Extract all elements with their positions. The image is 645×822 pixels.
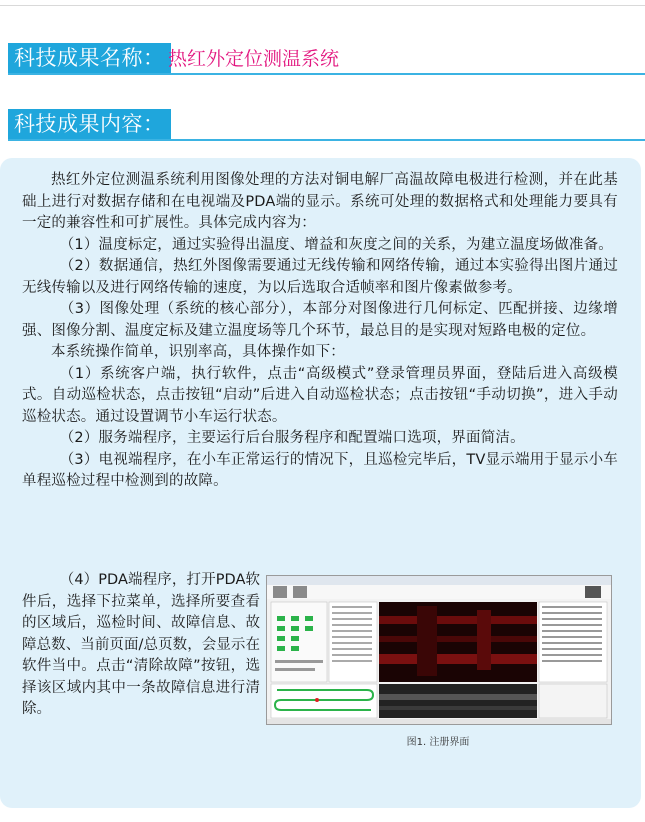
pda-paragraph <box>22 570 260 721</box>
figure-caption: 图1. 注册界面 <box>406 737 470 748</box>
paragraph: （2）数据通信，热红外图像需要通过无线传输和网络传输，通过本实验得出图片通过无线传输以及进行网络传输的速度，为以后选取合适帧率和图片像素做参考。 <box>22 258 618 296</box>
decor-dots <box>64 102 85 108</box>
paragraph: 热红外定位测温系统利用图像处理的方法对铜电解厂高温故障电极进行检测，并在此基础上进行对数据存储和在电视端及PDA端的显示。系统可处理的数据格式和处理能力要具有一定的兼容性和可扩展性。具体完成内容为： <box>22 172 618 231</box>
screenshot-graphic <box>267 576 611 724</box>
paragraph: 本系统操作简单，识别率高，具体操作如下： <box>51 344 345 360</box>
paragraph: （1）温度标定，通过实验得出温度、增益和灰度之间的关系，为建立温度场做准备。 <box>59 236 614 253</box>
section-heading-name <box>0 36 645 78</box>
section-label: 科技成果名称： <box>8 43 171 73</box>
software-screenshot <box>266 575 612 725</box>
section-label: 科技成果内容： <box>8 109 171 139</box>
decor-dots <box>64 36 85 42</box>
top-divider <box>0 5 645 6</box>
heading-rule <box>8 139 645 141</box>
paragraph: （2）服务端程序，主要运行后台服务程序和配置端口选项，界面简洁。 <box>59 430 525 446</box>
body-text <box>22 170 618 493</box>
heading-rule <box>8 73 645 75</box>
achievement-title: 热红外定位测温系统 <box>168 48 340 70</box>
paragraph: （1）系统客户端，执行软件，点击“高级模式”登录管理员界面，登陆后进入高级模式。自动巡检状态，点击按钮“启动”后进入自动巡检状态；点击按钮“手动切换”，进入手动巡检状态。通过设置调节小车运行状态。 <box>22 365 618 425</box>
paragraph: （4）PDA端程序，打开PDA软件后，选择下拉菜单，选择所要查看的区域后，巡检时间、故障信息、故障总数、当前页面/总页数，会显示在软件当中。点击“清除故障”按钮，选择该区域内其中一条故障信息进行清除。 <box>22 572 260 717</box>
paragraph: （3）电视端程序，在小车正常运行的情况下，且巡检完毕后，TV显示端用于显示小车单程巡检过程中检测到的故障。 <box>22 451 618 489</box>
paragraph: （3）图像处理（系统的核心部分），本部分对图像进行几何标定、匹配拼接、边缘增强、图像分割、温度定标及建立温度场等几个环节，最总目的是实现对短路电极的定位。 <box>22 301 618 339</box>
section-heading-content <box>0 102 645 144</box>
